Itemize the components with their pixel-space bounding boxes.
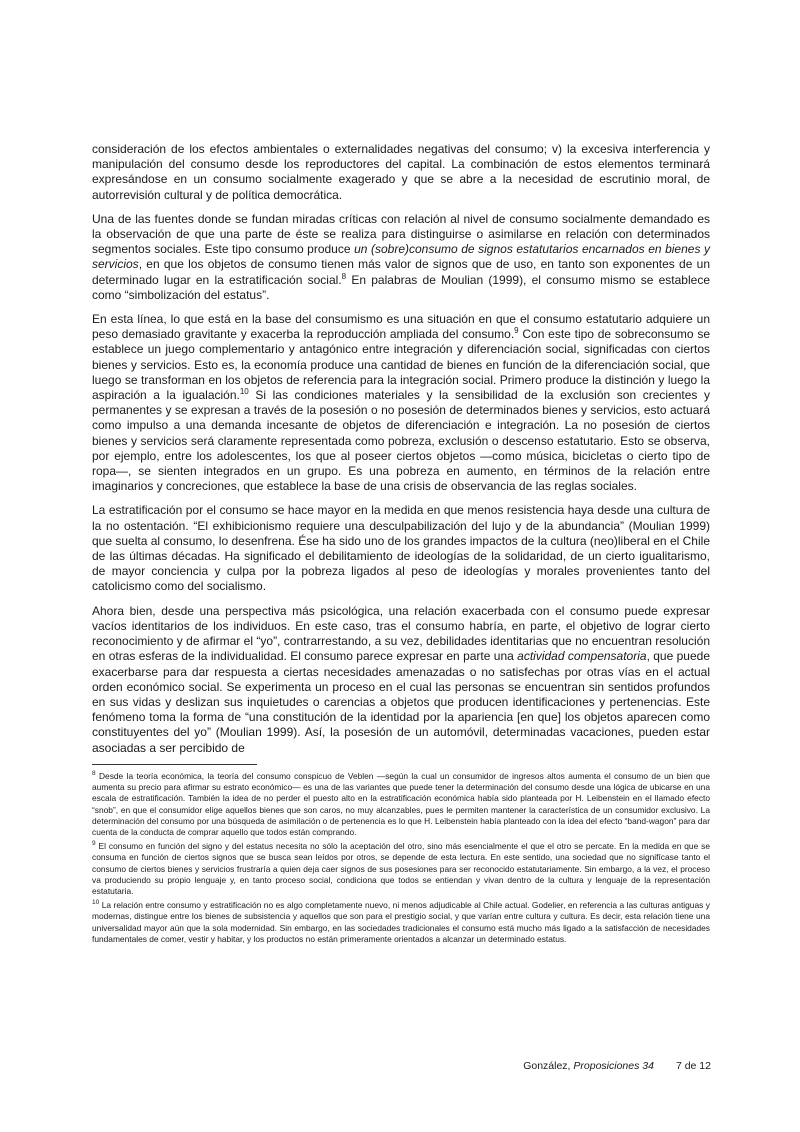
- footer-journal: Proposiciones 34: [573, 1060, 654, 1072]
- footnote: [92, 900, 710, 945]
- main-text: [92, 142, 710, 765]
- text-run: En esta línea, lo que está en la base del consumismo es una situación en que el consumo estatutario adquiere un peso demasiado gravitante y exacerba la reproducción ampliada del consumo.: [92, 312, 710, 342]
- text-run: El consumo en función del signo y del estatus necesita no sólo la aceptación del otro, sino más esencialmente el que el otro se percate. En la medida en que se consuma en función de ciertos signos que se busca sean leídos por otros, se depende de esta lectura. En este sentido, una sociedad que no signifícase tanto el consumo de ciertos bienes y servicios frustraría a quien deja caer signos de sus posesiones para ser reconocido estatutariamente. Sin embargo, a la vez, el proceso va produciendo su propio lenguaje y, en tanto proceso social, condiciona que todos se entiendan y vivan dentro de la cultura y lenguaje de la representación estatutaria.: [92, 841, 710, 897]
- footnote-ref: 9: [92, 840, 96, 848]
- text-run: Ahora bien, desde una perspectiva más psicológica, una relación exacerbada con el consumo puede expresar vacíos identitarios de los individuos. En este caso, tras el consumo habría, en parte, el objetivo de lograr cierto reconocimiento y de afirmar el “yo”, contrarrestando, a su vez, debilidades identitarias que no encuentran resolución en otras esferas de la individualidad. El consumo parece expresar en parte una: [92, 603, 710, 664]
- footnote-ref: 10: [92, 899, 100, 907]
- footer-author: González,: [523, 1060, 574, 1072]
- text-run: , que puede exacerbarse para dar respuesta a ciertas necesidades amenazadas o no satisfechas por otras vías en el actual orden económico social. Se experimenta un proceso en el cual las personas se encuentran sin sentidos profundos en sus vidas y deslizan sus inquietudes o carencias a objetos que producen identificaciones y pertenencias. Este fenómeno toma la forma de “una constitución de la identidad por la apariencia [en que] los objetos aparecen como constituyentes del yo” (Moulian 1999). Así, la posesión de un automóvil, determinadas vacaciones, pueden estar asociadas a ser percibido de: [92, 649, 710, 755]
- page-number: 7 de 12: [675, 1060, 711, 1072]
- text-run: consideración de los efectos ambientales o externalidades negativas del consumo; v) la excesiva interferencia y manipulación del consumo desde los reproductores del capital. La combinación de estos elementos terminará expresándose en un consumo socialmente exagerado y que se abre a la necesidad de escrutinio moral, de autorrevisión cultural y de política democrática.: [92, 142, 710, 202]
- text-run: La estratificación por el consumo se hace mayor en la medida en que menos resistencia haya desde una cultura de la no ostentación. “El exhibicionismo requiere una desculpabilización del lujo y de la abundancia” (Moulian 1999) que suelta al consumo, lo desenfrena. Ése ha sido uno de los grandes impactos de la cultura (neo)liberal en el Chile de las últimas décadas. Ha significado el debilitamiento de ideologías de la solidaridad, de un cierto igualitarismo, de mayor conciencia y culpa por la pobreza ligados al peso de ideologías y morales provenientes tanto del catolicismo como del socialismo.: [92, 503, 710, 594]
- footnote: [92, 771, 710, 838]
- footnote-ref: 8: [341, 271, 347, 281]
- body-paragraph: [92, 312, 710, 494]
- text-run: En palabras de Moulian (1999), el consumo mismo se establece como “simbolización del estatus”.: [92, 272, 710, 302]
- text-run: Si las condiciones materiales y la sensibilidad de la exclusión son crecientes y permanentes y se expresan a través de la posesión o no posesión de determinados bienes y servicios, esto actuará como impulso a una demanda incesante de objetos de diferenciación e integración. La no posesión de ciertos bienes y servicios será claramente representada como pobreza, exclusión o descenso estatutario. Esto se observa, por ejemplo, entre los adolescentes, los que al poseer ciertos objetos —como música, bicicletas o cierto tipo de ropa—, se sienten integrados en un grupo. Es una pobreza en aumento, en términos de la relación entre imaginarios y concreciones, que establece la base de una crisis de observancia de las reglas sociales.: [92, 388, 710, 494]
- text-run: Una de las fuentes donde se fundan miradas críticas con relación al nivel de consumo socialmente demandado es la observación de que una parte de éste se realiza para distinguirse o asimilarse en relación con determinados segmentos sociales. Este tipo consumo produce: [92, 211, 710, 257]
- footnote-ref: 8: [92, 770, 96, 778]
- footnote-divider: [92, 764, 257, 765]
- footnotes-section: [92, 764, 710, 948]
- text-run: Con este tipo de sobreconsumo se establece un juego complementario y antagónico entre integración y diferenciación social, significadas con ciertos bienes y servicios. Esto es, la economía produce una cantidad de bienes en función de la diferenciación social, que luego se transforman en los objetos de referencia para la integración social. Primero produce la distinción y luego la aspiración a la igualación.: [92, 327, 711, 403]
- footnote-list: [92, 771, 710, 945]
- body-paragraph: [92, 604, 710, 756]
- body-paragraph: [92, 212, 710, 303]
- text-run: , en que los objetos de consumo tienen más valor de signos que de uso, en tanto son exponentes de un determinado lugar en la estratificación social.: [92, 257, 710, 287]
- footnote: [92, 841, 710, 897]
- text-run: Desde la teoría económica, la teoría del consumo conspicuo de Veblen —según la cual un consumidor de ingresos altos aumenta el consumo de un bien que aumenta su precio para afirmar su estrato económico— es una de las variantes que puede tener la determinación del consumo desde una lógica de ubicarse en una escala de estratificación. También la idea de no perder el puesto alto en la estratificación económica había sido planteada por H. Leibenstein en el llamado efecto “snob”, en que el consumidor elige aquellos bienes que son caros, no muy alcanzables, pues le permiten mantener la característica de un consumidor exclusivo. La determinación del consumo por una búsqueda de asimilación o de pertenencia es lo que H. Leibenstein había planteado con la idea del efecto “band-wagon” para dar cuenta de la conducta de comprar aquello que todos están comprando.: [92, 771, 710, 838]
- footnote-ref: 10: [239, 387, 249, 397]
- body-paragraph: [92, 503, 710, 594]
- footnote-ref: 9: [514, 326, 519, 336]
- text-run: La relación entre consumo y estratificación no es algo completamente nuevo, ni menos adjudicable al Chile actual. Godelier, en referencia a las culturas antiguas y modernas, distingue entre los bienes de subsistencia y aquellos que son para el prestigio social, y que varían entre cultura y cultura. Es decir, esta relación tiene una universalidad mayor aún que la sola modernidad. Sin embargo, en las sociedades tradicionales el consumo está mucho más ligado a la satisfacción de necesidades fundamentales de comer, vestir y habitar, y los productos no están primeramente orientados a alcanzar un determinado estatus.: [92, 900, 710, 944]
- italic-text: actividad compensatoria: [517, 649, 647, 664]
- body-paragraph: [92, 142, 710, 203]
- italic-text: un (sobre)consumo de signos estatutarios encarnados en bienes y servicios: [92, 242, 711, 272]
- page-footer: [0, 1060, 711, 1072]
